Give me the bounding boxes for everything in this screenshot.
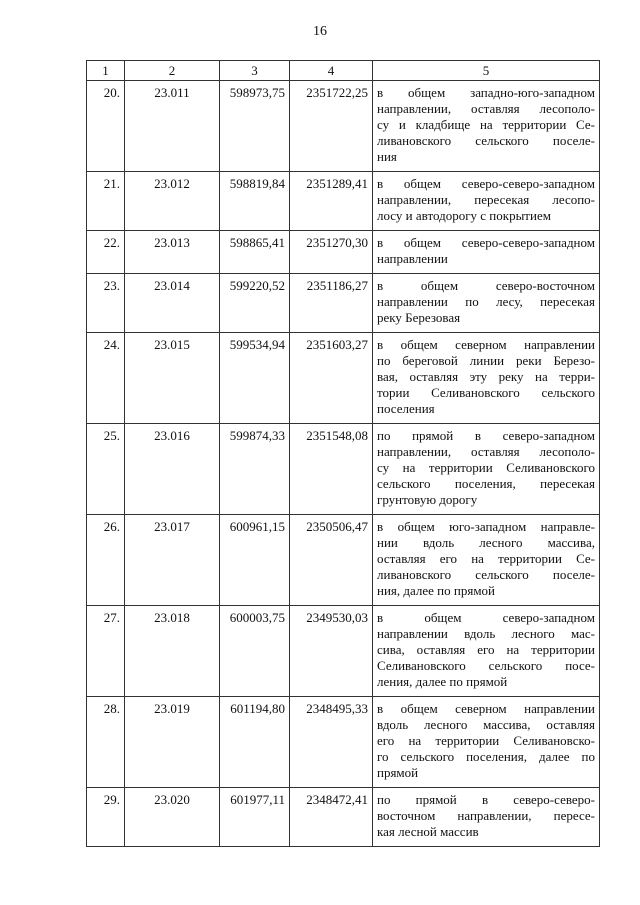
- x-coordinate-cell: 601194,80: [220, 697, 290, 788]
- boundary-description-cell: [373, 788, 600, 847]
- row-number-cell: 28.: [87, 697, 125, 788]
- description-line: в общем северо-западном: [377, 610, 595, 625]
- boundary-description-cell: [373, 81, 600, 172]
- boundary-description-cell: [373, 172, 600, 231]
- point-number-cell: 23.016: [125, 424, 220, 515]
- description-line: лосу и автодорогу с покрытием: [377, 208, 551, 223]
- point-number-cell: 23.011: [125, 81, 220, 172]
- x-coordinate-cell: 598973,75: [220, 81, 290, 172]
- description-line: прямой: [377, 765, 419, 780]
- description-line: по прямой в северо-западном: [377, 428, 595, 443]
- x-coordinate-cell: 599220,52: [220, 274, 290, 333]
- table-row: [87, 697, 600, 788]
- point-number-cell: 23.020: [125, 788, 220, 847]
- row-number-cell: 27.: [87, 606, 125, 697]
- x-coordinate-cell: 600003,75: [220, 606, 290, 697]
- description-line: ливановского сельского поселе-: [377, 567, 595, 582]
- row-number-cell: 20.: [87, 81, 125, 172]
- point-number-cell: 23.015: [125, 333, 220, 424]
- table-row: [87, 81, 600, 172]
- row-number-cell: 25.: [87, 424, 125, 515]
- boundary-description-cell: [373, 515, 600, 606]
- row-number-cell: 22.: [87, 231, 125, 274]
- point-number-cell: 23.014: [125, 274, 220, 333]
- table-row: [87, 788, 600, 847]
- x-coordinate-cell: 601977,11: [220, 788, 290, 847]
- column-header: 3: [220, 61, 290, 81]
- row-number-cell: 26.: [87, 515, 125, 606]
- description-line: в общем северном направлении: [377, 701, 595, 716]
- description-line: реку Березовая: [377, 310, 461, 325]
- row-number-cell: 21.: [87, 172, 125, 231]
- description-line: вдоль лесного массива, оставляя: [377, 717, 595, 732]
- table-header-row: [87, 61, 600, 81]
- description-line: направлении, пересекая лесопо-: [377, 192, 595, 207]
- description-line: го сельского поселения, далее по: [377, 749, 595, 764]
- column-header: 5: [373, 61, 600, 81]
- boundary-description-cell: [373, 697, 600, 788]
- table-row: [87, 424, 600, 515]
- boundary-description-cell: [373, 333, 600, 424]
- x-coordinate-cell: 600961,15: [220, 515, 290, 606]
- description-line: ливановского сельского поселе-: [377, 133, 595, 148]
- y-coordinate-cell: 2351186,27: [290, 274, 373, 333]
- y-coordinate-cell: 2351603,27: [290, 333, 373, 424]
- boundary-description-cell: [373, 424, 600, 515]
- y-coordinate-cell: 2351722,25: [290, 81, 373, 172]
- point-number-cell: 23.013: [125, 231, 220, 274]
- table-row: [87, 172, 600, 231]
- description-line: в общем северном направлении: [377, 337, 595, 352]
- description-line: направлении, оставляя лесополо-: [377, 101, 595, 116]
- description-line: су и кладбище на территории Се-: [377, 117, 595, 132]
- x-coordinate-cell: 598819,84: [220, 172, 290, 231]
- description-line: оставляя его на территории Се-: [377, 551, 595, 566]
- table-row: [87, 515, 600, 606]
- table-row: [87, 274, 600, 333]
- description-line: кая лесной массив: [377, 824, 479, 839]
- table-row: [87, 333, 600, 424]
- y-coordinate-cell: 2351548,08: [290, 424, 373, 515]
- y-coordinate-cell: 2351270,30: [290, 231, 373, 274]
- description-line: сива, оставляя его на территории: [377, 642, 595, 657]
- description-line: нии вдоль лесного массива,: [377, 535, 595, 550]
- point-number-cell: 23.012: [125, 172, 220, 231]
- y-coordinate-cell: 2351289,41: [290, 172, 373, 231]
- description-line: восточном направлении, пересе-: [377, 808, 595, 823]
- row-number-cell: 24.: [87, 333, 125, 424]
- table-row: [87, 231, 600, 274]
- y-coordinate-cell: 2349530,03: [290, 606, 373, 697]
- description-line: ния: [377, 149, 397, 164]
- description-line: тории Селивановского сельского: [377, 385, 595, 400]
- description-line: ления, далее по прямой: [377, 674, 508, 689]
- description-line: вая, оставляя эту реку на терри-: [377, 369, 595, 384]
- boundary-description-cell: [373, 231, 600, 274]
- boundary-description-cell: [373, 606, 600, 697]
- description-line: его на территории Селивановско-: [377, 733, 595, 748]
- boundary-description-cell: [373, 274, 600, 333]
- description-line: в общем западно-юго-западном: [377, 85, 595, 100]
- point-number-cell: 23.019: [125, 697, 220, 788]
- x-coordinate-cell: 599874,33: [220, 424, 290, 515]
- description-line: сельского поселения, пересекая: [377, 476, 595, 491]
- row-number-cell: 23.: [87, 274, 125, 333]
- description-line: Селивановского сельского посе-: [377, 658, 595, 673]
- row-number-cell: 29.: [87, 788, 125, 847]
- description-line: ния, далее по прямой: [377, 583, 495, 598]
- description-line: по береговой линии реки Березо-: [377, 353, 595, 368]
- description-line: в общем северо-северо-западном: [377, 176, 595, 191]
- x-coordinate-cell: 598865,41: [220, 231, 290, 274]
- x-coordinate-cell: 599534,94: [220, 333, 290, 424]
- page-number: 16: [313, 24, 327, 39]
- description-line: су на территории Селивановского: [377, 460, 595, 475]
- description-line: направлении по лесу, пересекая: [377, 294, 595, 309]
- description-line: в общем северо-северо-западном: [377, 235, 595, 250]
- description-line: направлении вдоль лесного мас-: [377, 626, 595, 641]
- y-coordinate-cell: 2348495,33: [290, 697, 373, 788]
- description-line: в общем северо-восточном: [377, 278, 595, 293]
- y-coordinate-cell: 2348472,41: [290, 788, 373, 847]
- table-row: [87, 606, 600, 697]
- description-line: направлении: [377, 251, 448, 266]
- y-coordinate-cell: 2350506,47: [290, 515, 373, 606]
- column-header: 2: [125, 61, 220, 81]
- point-number-cell: 23.018: [125, 606, 220, 697]
- column-header: 4: [290, 61, 373, 81]
- description-line: в общем юго-западном направле-: [377, 519, 595, 534]
- description-line: направлении, оставляя лесополо-: [377, 444, 595, 459]
- point-number-cell: 23.017: [125, 515, 220, 606]
- boundary-points-table: [86, 60, 600, 847]
- description-line: грунтовую дорогу: [377, 492, 478, 507]
- column-header: 1: [87, 61, 125, 81]
- description-line: по прямой в северо-северо-: [377, 792, 595, 807]
- table-body: [87, 81, 600, 847]
- description-line: поселения: [377, 401, 435, 416]
